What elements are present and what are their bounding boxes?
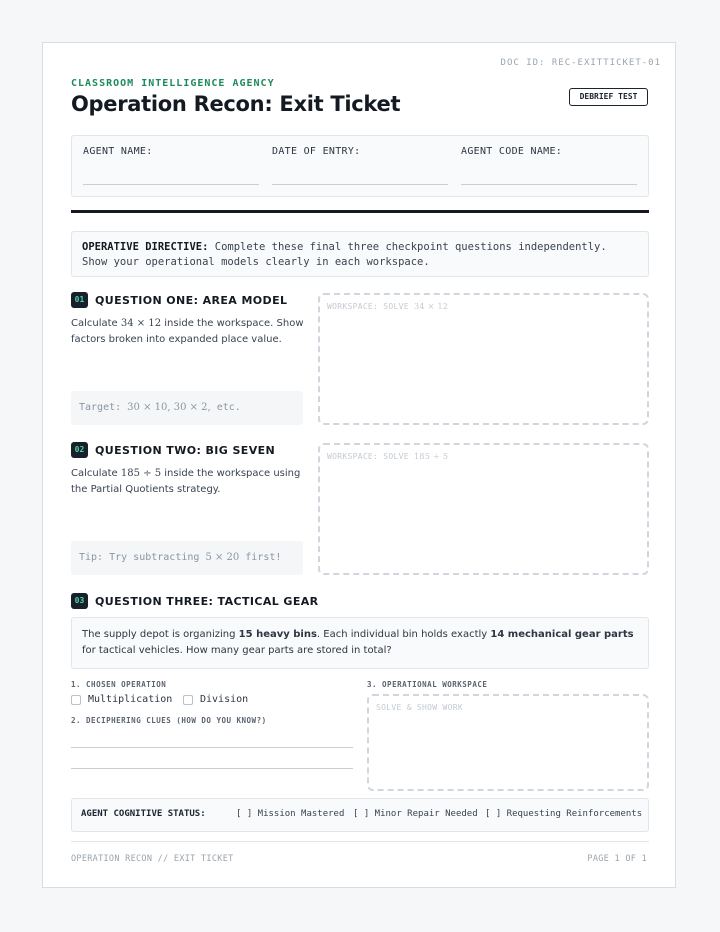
date-of-entry-line[interactable] <box>272 184 448 185</box>
q2-ws-math: 185 ÷ 5 <box>413 452 449 461</box>
division-checkbox[interactable] <box>183 695 193 705</box>
q2-hint-pre: Tip: Try subtracting <box>79 552 206 563</box>
agent-name-line[interactable] <box>83 184 259 185</box>
q1-text-post: inside the workspace. Show factors broken into expanded place value. <box>71 318 304 345</box>
chosen-operation-heading: 1. CHOSEN OPERATION <box>71 680 167 689</box>
question-one-hint <box>71 391 303 425</box>
clues-answer-line-2[interactable] <box>71 768 353 769</box>
question-three-workspace[interactable] <box>367 694 649 791</box>
q2-math: 185 ÷ 5 <box>120 468 162 479</box>
question-three-scenario <box>71 617 649 669</box>
scenario-part-3: for tactical vehicles. How many gear parts are stored in total? <box>82 645 392 656</box>
question-two-number: 02 <box>71 442 88 458</box>
question-one-number: 01 <box>71 292 88 308</box>
question-three-number: 03 <box>71 593 88 609</box>
q1-text-pre: Calculate <box>71 318 121 329</box>
question-one-text <box>71 316 305 348</box>
question-two-workspace[interactable] <box>318 443 649 575</box>
footer-divider <box>71 841 649 842</box>
section-divider <box>71 210 649 213</box>
scenario-part-2: . Each individual bin holds exactly <box>316 629 491 640</box>
debrief-badge: DEBRIEF TEST <box>569 88 648 106</box>
agent-code-name-line[interactable] <box>461 184 637 185</box>
scenario-bold-1: 15 heavy bins <box>238 629 317 640</box>
q2-hint-post: first! <box>239 552 282 563</box>
question-three-workspace-label: SOLVE & SHOW WORK <box>376 703 463 712</box>
date-of-entry-label: DATE OF ENTRY: <box>272 146 361 157</box>
directive-text: Complete these final three checkpoint questions independently. Show your operational models clearly in each workspace. <box>82 241 607 268</box>
q1-ws-math: 34 × 12 <box>413 302 449 311</box>
division-label: Division <box>200 694 249 705</box>
question-one-title: QUESTION ONE: AREA MODEL <box>95 294 288 307</box>
question-two-hint <box>71 541 303 575</box>
footer-left: OPERATION RECON // EXIT TICKET <box>71 854 234 864</box>
footer-page-number: PAGE 1 OF 1 <box>587 854 647 864</box>
operational-workspace-heading: 3. OPERATIONAL WORKSPACE <box>367 680 488 689</box>
question-one-workspace-label <box>327 302 448 311</box>
directive-label: OPERATIVE DIRECTIVE: <box>82 241 209 253</box>
agent-name-label: AGENT NAME: <box>83 146 153 157</box>
question-three-title: QUESTION THREE: TACTICAL GEAR <box>95 595 319 608</box>
q1-math: 34 × 12 <box>120 318 162 329</box>
clues-answer-line-1[interactable] <box>71 747 353 748</box>
q2-ws-pre: WORKSPACE: SOLVE <box>327 452 414 461</box>
operative-directive <box>71 231 649 277</box>
q1-hint-math: 30 × 10, 30 × 2, <box>127 402 211 413</box>
multiplication-checkbox[interactable] <box>71 695 81 705</box>
status-minor-repair[interactable]: [ ] Minor Repair Needed <box>353 809 478 819</box>
agent-cognitive-status <box>71 798 649 832</box>
q2-text-pre: Calculate <box>71 468 121 479</box>
q2-hint-math: 5 × 20 <box>205 552 240 563</box>
scenario-part-1: The supply depot is organizing <box>82 629 239 640</box>
question-one-workspace[interactable] <box>318 293 649 425</box>
scenario-bold-2: 14 mechanical gear parts <box>490 629 634 640</box>
deciphering-clues-heading: 2. DECIPHERING CLUES (HOW DO YOU KNOW?) <box>71 716 267 725</box>
q1-hint-pre: Target: <box>79 402 128 413</box>
status-requesting-reinforcements[interactable]: [ ] Requesting Reinforcements <box>485 809 643 819</box>
q1-ws-pre: WORKSPACE: SOLVE <box>327 302 414 311</box>
agent-code-name-label: AGENT CODE NAME: <box>461 146 563 157</box>
q2-text-post: inside the workspace using the Partial Quotients strategy. <box>71 468 301 495</box>
exit-ticket-page <box>42 42 676 888</box>
agency-name: CLASSROOM INTELLIGENCE AGENCY <box>71 78 275 89</box>
multiplication-label: Multiplication <box>88 694 173 705</box>
status-label: AGENT COGNITIVE STATUS: <box>81 809 206 819</box>
status-mission-mastered[interactable]: [ ] Mission Mastered <box>236 809 345 819</box>
q1-hint-post: etc. <box>210 402 241 413</box>
page-title: Operation Recon: Exit Ticket <box>71 92 401 116</box>
question-two-workspace-label <box>327 452 448 461</box>
doc-id: DOC ID: REC-EXITTICKET-01 <box>500 58 661 68</box>
question-two-title: QUESTION TWO: BIG SEVEN <box>95 444 276 457</box>
agent-info-fields <box>71 135 649 197</box>
question-two-text <box>71 466 305 498</box>
